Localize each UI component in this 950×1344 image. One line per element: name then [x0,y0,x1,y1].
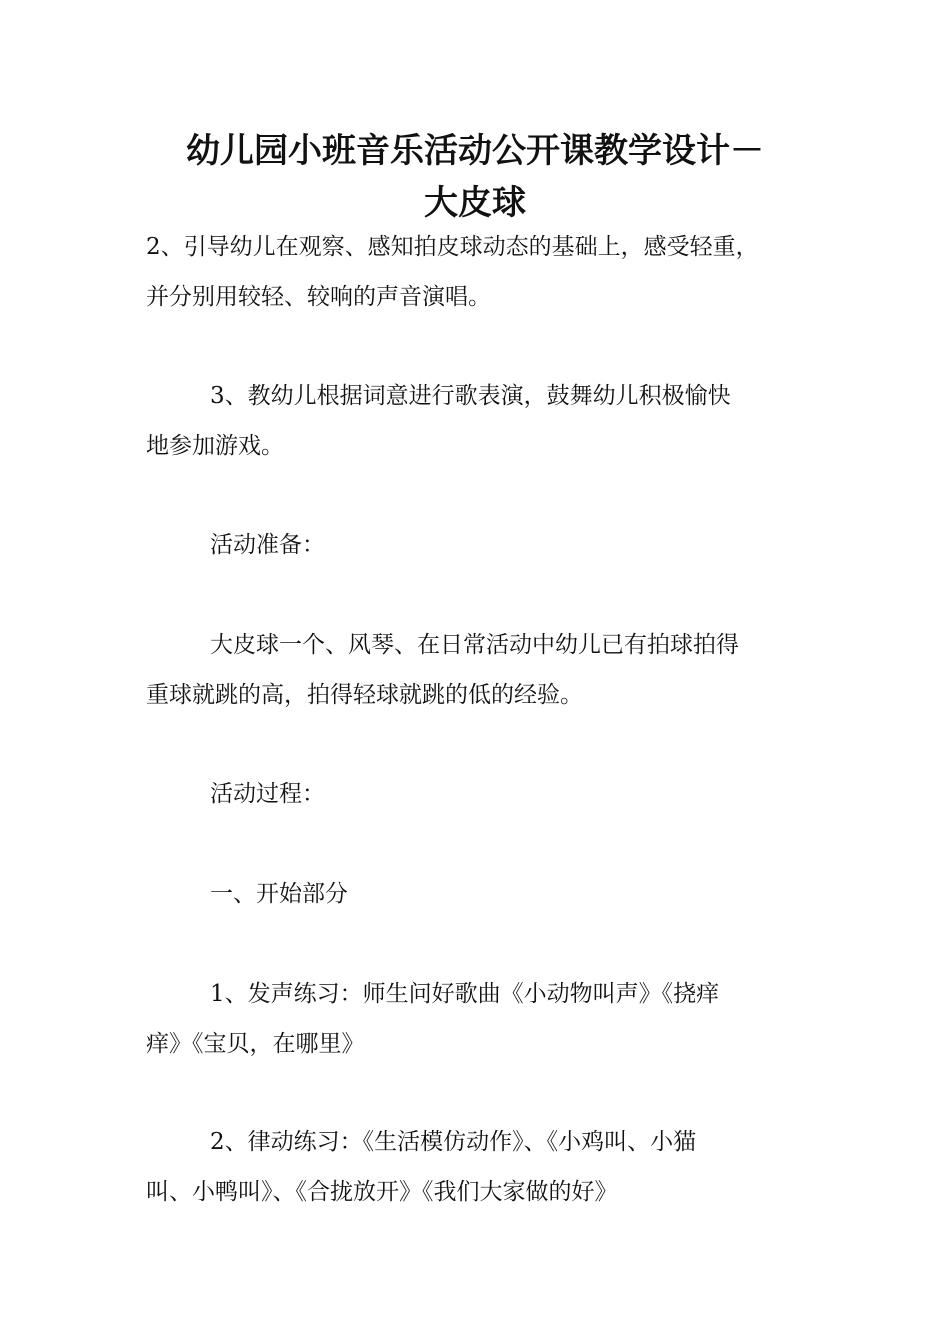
paragraph-line: 1、发声练习：师生问好歌曲《小动物叫声》《挠痒 [210,981,720,1007]
section-heading: 一、开始部分 [210,881,348,907]
paragraph-line: 叫、小鸭叫》、《合拢放开》《我们大家做的好》 [146,1179,618,1205]
paragraph-line: 痒》《宝贝，在哪里》 [146,1031,365,1057]
paragraph-preparation-heading [146,520,816,570]
paragraph-vocal-practice [146,969,816,1069]
paragraph-line: 并分别用较轻、较响的声音演唱。 [146,284,491,310]
section-heading: 活动准备： [210,532,325,558]
section-heading: 活动过程： [210,781,325,807]
document-title-line-2: 大皮球 [424,183,526,223]
paragraph-line: 2、律动练习：《生活模仿动作》、《小鸡叫、小猫 [210,1129,697,1155]
paragraph-objective-2 [146,222,816,322]
paragraph-part-one-heading [146,869,816,919]
paragraph-line: 3、教幼儿根据词意进行歌表演，鼓舞幼儿积极愉快 [210,383,731,409]
paragraph-line: 地参加游戏。 [146,433,284,459]
paragraph-rhythm-practice [146,1117,816,1217]
paragraph-line: 大皮球一个、风琴、在日常活动中幼儿已有拍球拍得 [210,632,739,658]
paragraph-preparation [146,620,816,720]
paragraph-objective-3 [146,371,816,471]
paragraph-line: 2、引导幼儿在观察、感知拍皮球动态的基础上，感受轻重， [146,234,759,260]
document-title-line-1: 幼儿园小班音乐活动公开课教学设计－ [186,131,764,171]
paragraph-process-heading [146,769,816,819]
paragraph-line: 重球就跳的高，拍得轻球就跳的低的经验。 [146,682,583,708]
